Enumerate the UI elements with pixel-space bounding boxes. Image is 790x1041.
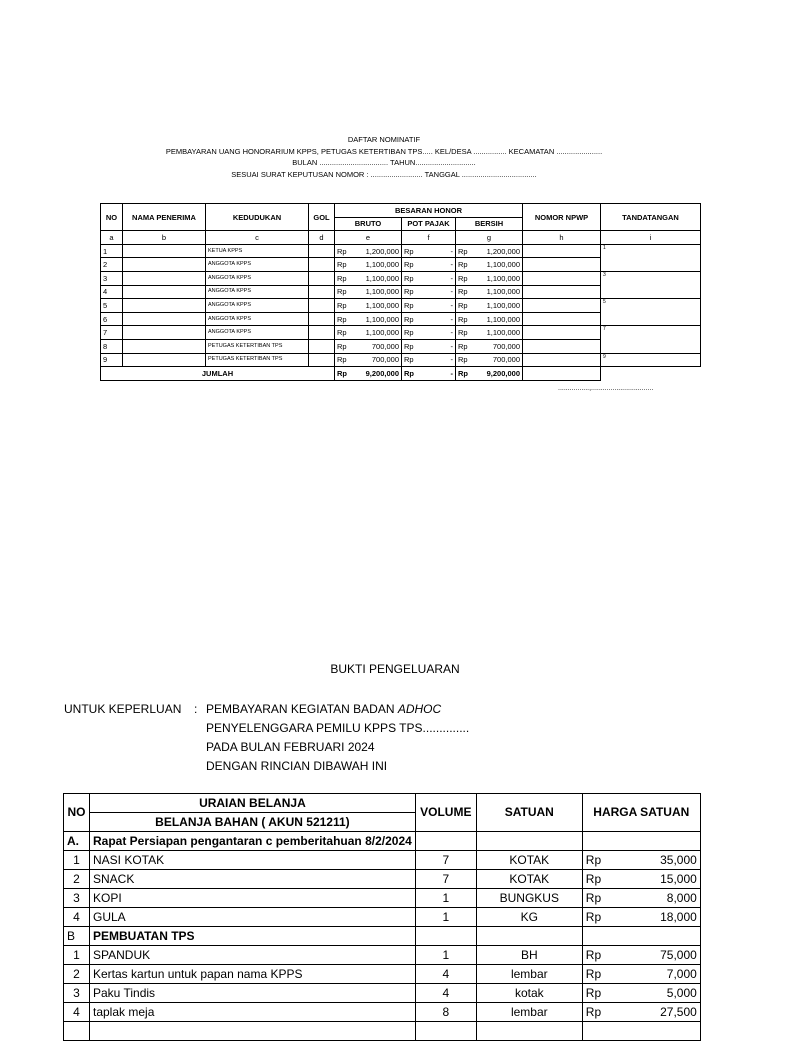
- row-bersih: [456, 271, 523, 285]
- amount-value: 1,100,000: [486, 273, 520, 283]
- item-harga: [582, 946, 700, 965]
- currency-label: Rp: [404, 287, 414, 297]
- currency-label: Rp: [404, 314, 414, 324]
- row-signature: 7: [601, 326, 701, 353]
- honor-row: [101, 271, 701, 285]
- amount-value: 1,100,000: [486, 328, 520, 338]
- row-bruto: [335, 326, 402, 340]
- jumlah-label: JUMLAH: [101, 367, 335, 381]
- item-volume: 8: [415, 1003, 476, 1022]
- row-gol: [309, 339, 335, 353]
- row-npwp: [523, 326, 601, 340]
- nominatif-table: [100, 203, 701, 381]
- row-bruto: [335, 312, 402, 326]
- item-uraian: SPANDUK: [90, 946, 416, 965]
- item-uraian: Kertas kartun untuk papan nama KPPS: [90, 965, 416, 984]
- currency-label: Rp: [585, 966, 602, 981]
- item-harga: [582, 908, 700, 927]
- amount-value: 1,200,000: [486, 246, 520, 256]
- col-akun: BELANJA BAHAN ( AKUN 521211): [90, 813, 416, 832]
- item-satuan: BUNGKUS: [476, 889, 582, 908]
- row-nama: [123, 244, 206, 258]
- currency-label: Rp: [585, 890, 602, 905]
- keperluan-line: PENYELENGGARA PEMILU KPPS TPS..............: [206, 721, 470, 735]
- row-no: 5: [101, 299, 123, 313]
- currency-label: Rp: [585, 985, 602, 1000]
- item-no: 3: [64, 984, 90, 1003]
- keperluan-label: UNTUK KEPERLUAN: [64, 702, 182, 716]
- col-pot: POT PAJAK: [402, 217, 456, 231]
- keperluan-line: PEMBAYARAN KEGIATAN BADAN ADHOC: [206, 702, 442, 716]
- currency-label: Rp: [337, 314, 347, 324]
- amount-value: 1,100,000: [365, 273, 399, 283]
- row-bruto: [335, 258, 402, 272]
- jumlah-row: [101, 367, 701, 381]
- row-kedudukan: ANGGOTA KPPS: [206, 271, 309, 285]
- row-pot: [402, 339, 456, 353]
- row-npwp: [523, 258, 601, 272]
- col-besaran: BESARAN HONOR: [335, 204, 523, 218]
- amount-value: 1,100,000: [365, 300, 399, 310]
- item-satuan: KG: [476, 908, 582, 927]
- col-no: NO: [101, 204, 123, 231]
- empty-cell: [476, 1022, 582, 1041]
- currency-label: Rp: [458, 300, 468, 310]
- item-no: 3: [64, 889, 90, 908]
- item-satuan: lembar: [476, 965, 582, 984]
- currency-label: Rp: [458, 260, 468, 270]
- item-volume: 4: [415, 965, 476, 984]
- row-pot: [402, 312, 456, 326]
- amount-value: 5,000: [666, 985, 697, 1000]
- section-harga: [582, 832, 700, 851]
- item-no: 1: [64, 946, 90, 965]
- nominatif-sk: SESUAI SURAT KEPUTUSAN NOMOR : ......................... TANGGAL ....................................: [231, 169, 537, 179]
- rincian-table: [63, 793, 701, 1041]
- amount-value: 8,000: [666, 890, 697, 905]
- row-nama: [123, 285, 206, 299]
- row-gol: [309, 271, 335, 285]
- currency-label: Rp: [458, 355, 468, 365]
- col-uraian: URAIAN BELANJA: [90, 794, 416, 813]
- letter-row: [101, 231, 701, 245]
- honor-row: [101, 326, 701, 340]
- item-row: [64, 870, 701, 889]
- amount-value: 35,000: [660, 852, 697, 867]
- currency-label: Rp: [337, 260, 347, 270]
- section-volume: [415, 832, 476, 851]
- amount-value: 1,200,000: [365, 246, 399, 256]
- amount-value: 1,100,000: [365, 314, 399, 324]
- row-no: 4: [101, 285, 123, 299]
- item-volume: 7: [415, 870, 476, 889]
- item-volume: 4: [415, 984, 476, 1003]
- amount-value: 700,000: [371, 355, 399, 365]
- currency-label: Rp: [585, 947, 602, 962]
- row-no: 8: [101, 339, 123, 353]
- currency-label: Rp: [337, 368, 347, 378]
- item-uraian: Paku Tindis: [90, 984, 416, 1003]
- row-nama: [123, 353, 206, 367]
- row-bersih: [456, 312, 523, 326]
- amount-value: -: [450, 287, 453, 297]
- row-bruto: [335, 353, 402, 367]
- amount-value: 1,100,000: [365, 328, 399, 338]
- row-npwp: [523, 285, 601, 299]
- currency-label: Rp: [404, 368, 414, 378]
- keperluan-line: PADA BULAN FEBRUARI 2024: [206, 740, 375, 754]
- currency-label: Rp: [337, 355, 347, 365]
- row-npwp: [523, 312, 601, 326]
- col-volume: VOLUME: [415, 794, 476, 832]
- row-gol: [309, 244, 335, 258]
- amount-value: -: [450, 355, 453, 365]
- row-bersih: [456, 299, 523, 313]
- row-pot: [402, 285, 456, 299]
- section-satuan: [476, 832, 582, 851]
- row-gol: [309, 258, 335, 272]
- item-row: [64, 851, 701, 870]
- row-no: 9: [101, 353, 123, 367]
- amount-value: -: [450, 260, 453, 270]
- item-row: [64, 908, 701, 927]
- currency-label: Rp: [337, 300, 347, 310]
- item-harga: [582, 870, 700, 889]
- amount-value: -: [450, 314, 453, 324]
- keperluan-colon: :: [194, 702, 198, 716]
- currency-label: Rp: [404, 260, 414, 270]
- section-code: B: [64, 927, 90, 946]
- section-code: A.: [64, 832, 90, 851]
- amount-value: 7,000: [666, 966, 697, 981]
- item-no: 2: [64, 965, 90, 984]
- amount-value: 1,100,000: [486, 260, 520, 270]
- amount-value: 1,100,000: [365, 260, 399, 270]
- item-no: 2: [64, 870, 90, 889]
- row-kedudukan: ANGGOTA KPPS: [206, 285, 309, 299]
- row-npwp: [523, 339, 601, 353]
- item-harga: [582, 1003, 700, 1022]
- item-satuan: KOTAK: [476, 851, 582, 870]
- row-gol: [309, 312, 335, 326]
- currency-label: Rp: [404, 328, 414, 338]
- row-signature: 5: [601, 299, 701, 326]
- letter-cell: e: [335, 231, 402, 245]
- row-bersih: [456, 285, 523, 299]
- row-gol: [309, 285, 335, 299]
- row-kedudukan: ANGGOTA KPPS: [206, 299, 309, 313]
- row-npwp: [523, 271, 601, 285]
- item-harga: [582, 889, 700, 908]
- row-bersih: [456, 353, 523, 367]
- item-harga: [582, 984, 700, 1003]
- row-bersih: [456, 326, 523, 340]
- amount-value: 700,000: [371, 341, 399, 351]
- currency-label: Rp: [337, 246, 347, 256]
- amount-value: 9,200,000: [365, 368, 399, 378]
- item-satuan: BH: [476, 946, 582, 965]
- letter-cell: g: [456, 231, 523, 245]
- row-gol: [309, 326, 335, 340]
- honor-row: [101, 299, 701, 313]
- currency-label: Rp: [404, 341, 414, 351]
- row-no: 6: [101, 312, 123, 326]
- currency-label: Rp: [458, 273, 468, 283]
- letter-cell: f: [402, 231, 456, 245]
- currency-label: Rp: [585, 909, 602, 924]
- nominatif-title: DAFTAR NOMINATIF: [347, 135, 421, 144]
- item-satuan: KOTAK: [476, 870, 582, 889]
- row-kedudukan: ANGGOTA KPPS: [206, 326, 309, 340]
- item-row: [64, 946, 701, 965]
- rincian-table-wrap: [63, 793, 701, 1041]
- amount-value: 27,500: [660, 1004, 697, 1019]
- row-pot: [402, 244, 456, 258]
- row-npwp: [523, 299, 601, 313]
- section-volume: [415, 927, 476, 946]
- jumlah-npwp: [523, 367, 601, 381]
- currency-label: Rp: [404, 355, 414, 365]
- nominatif-table-wrap: [100, 203, 679, 381]
- row-nama: [123, 339, 206, 353]
- row-signature: 9: [601, 353, 701, 367]
- col-harga: HARGA SATUAN: [582, 794, 700, 832]
- jumlah-bersih: [456, 367, 523, 381]
- row-bruto: [335, 285, 402, 299]
- jumlah-pot: [402, 367, 456, 381]
- item-volume: 1: [415, 946, 476, 965]
- row-pot: [402, 326, 456, 340]
- letter-cell: h: [523, 231, 601, 245]
- currency-label: Rp: [404, 246, 414, 256]
- row-signature: 3: [601, 271, 701, 298]
- amount-value: 700,000: [492, 355, 520, 365]
- col-satuan: SATUAN: [476, 794, 582, 832]
- col-npwp: NOMOR NPWP: [523, 204, 601, 231]
- row-no: 2: [101, 258, 123, 272]
- currency-label: Rp: [337, 328, 347, 338]
- currency-label: Rp: [458, 341, 468, 351]
- col-no: NO: [64, 794, 90, 832]
- empty-cell: [64, 1022, 90, 1041]
- row-kedudukan: PETUGAS KETERTIBAN TPS: [206, 339, 309, 353]
- amount-value: -: [450, 300, 453, 310]
- amount-value: 18,000: [660, 909, 697, 924]
- row-no: 1: [101, 244, 123, 258]
- row-bruto: [335, 339, 402, 353]
- col-bersih: BERSIH: [456, 217, 523, 231]
- row-signature: 1: [601, 244, 701, 271]
- currency-label: Rp: [458, 287, 468, 297]
- row-nama: [123, 299, 206, 313]
- currency-label: Rp: [585, 871, 602, 886]
- section-title: PEMBUATAN TPS: [90, 927, 416, 946]
- currency-label: Rp: [337, 341, 347, 351]
- row-nama: [123, 312, 206, 326]
- letter-cell: i: [601, 231, 701, 245]
- item-no: 4: [64, 908, 90, 927]
- honor-row: [101, 353, 701, 367]
- item-volume: 1: [415, 889, 476, 908]
- row-kedudukan: PETUGAS KETERTIBAN TPS: [206, 353, 309, 367]
- section-title: Rapat Persiapan pengantaran c pemberitahuan 8/2/2024: [90, 832, 416, 851]
- amount-value: -: [450, 341, 453, 351]
- honor-row: [101, 244, 701, 258]
- keperluan-line: DENGAN RINCIAN DIBAWAH INI: [206, 759, 388, 773]
- row-gol: [309, 353, 335, 367]
- item-harga: [582, 851, 700, 870]
- row-npwp: [523, 353, 601, 367]
- currency-label: Rp: [404, 300, 414, 310]
- amount-value: -: [450, 246, 453, 256]
- nominatif-period: BULAN ................................. TAHUN.............................: [292, 158, 476, 167]
- item-row: [64, 984, 701, 1003]
- item-uraian: KOPI: [90, 889, 416, 908]
- row-pot: [402, 258, 456, 272]
- row-pot: [402, 271, 456, 285]
- row-bruto: [335, 271, 402, 285]
- amount-value: 75,000: [660, 947, 697, 962]
- item-uraian: taplak meja: [90, 1003, 416, 1022]
- row-nama: [123, 326, 206, 340]
- section-harga: [582, 927, 700, 946]
- item-harga: [582, 965, 700, 984]
- amount-value: -: [450, 273, 453, 283]
- item-satuan: kotak: [476, 984, 582, 1003]
- section-row: [64, 927, 701, 946]
- row-no: 7: [101, 326, 123, 340]
- col-kedudukan: KEDUDUKAN: [206, 204, 309, 231]
- item-no: 4: [64, 1003, 90, 1022]
- col-nama: NAMA PENERIMA: [123, 204, 206, 231]
- row-bersih: [456, 244, 523, 258]
- row-pot: [402, 353, 456, 367]
- item-row: [64, 1022, 701, 1041]
- section-satuan: [476, 927, 582, 946]
- row-no: 3: [101, 271, 123, 285]
- item-row: [64, 1003, 701, 1022]
- letter-cell: d: [309, 231, 335, 245]
- amount-value: 15,000: [660, 871, 697, 886]
- item-uraian: NASI KOTAK: [90, 851, 416, 870]
- letter-cell: c: [206, 231, 309, 245]
- item-row: [64, 965, 701, 984]
- item-uraian: GULA: [90, 908, 416, 927]
- currency-label: Rp: [404, 273, 414, 283]
- amount-value: 1,100,000: [486, 314, 520, 324]
- empty-cell: [582, 1022, 700, 1041]
- letter-cell: a: [101, 231, 123, 245]
- item-volume: 1: [415, 908, 476, 927]
- row-nama: [123, 258, 206, 272]
- item-no: 1: [64, 851, 90, 870]
- empty-cell: [90, 1022, 416, 1041]
- row-gol: [309, 299, 335, 313]
- nominatif-header: [0, 134, 768, 180]
- amount-value: -: [450, 328, 453, 338]
- col-bruto: BRUTO: [335, 217, 402, 231]
- jumlah-empty: [601, 367, 701, 381]
- place-date-dots: ................,................................: [558, 385, 654, 392]
- letter-cell: b: [123, 231, 206, 245]
- section-row: [64, 832, 701, 851]
- empty-cell: [415, 1022, 476, 1041]
- col-gol: GOL: [309, 204, 335, 231]
- item-satuan: lembar: [476, 1003, 582, 1022]
- bukti-title: BUKTI PENGELUARAN: [330, 662, 460, 676]
- item-row: [64, 889, 701, 908]
- currency-label: Rp: [458, 368, 468, 378]
- currency-label: Rp: [458, 314, 468, 324]
- row-bersih: [456, 258, 523, 272]
- row-npwp: [523, 244, 601, 258]
- row-nama: [123, 271, 206, 285]
- currency-label: Rp: [585, 852, 602, 867]
- amount-value: -: [450, 368, 453, 378]
- currency-label: Rp: [585, 1004, 602, 1019]
- currency-label: Rp: [458, 246, 468, 256]
- row-kedudukan: KETUA KPPS: [206, 244, 309, 258]
- currency-label: Rp: [337, 273, 347, 283]
- amount-value: 1,100,000: [365, 287, 399, 297]
- amount-value: 1,100,000: [486, 300, 520, 310]
- currency-label: Rp: [458, 328, 468, 338]
- col-ttd: TANDATANGAN: [601, 204, 701, 231]
- jumlah-bruto: [335, 367, 402, 381]
- row-kedudukan: ANGGOTA KPPS: [206, 312, 309, 326]
- row-bruto: [335, 299, 402, 313]
- row-bruto: [335, 244, 402, 258]
- amount-value: 9,200,000: [486, 368, 520, 378]
- row-pot: [402, 299, 456, 313]
- item-uraian: SNACK: [90, 870, 416, 889]
- row-kedudukan: ANGGOTA KPPS: [206, 258, 309, 272]
- amount-value: 1,100,000: [486, 287, 520, 297]
- nominatif-subtitle: PEMBAYARAN UANG HONORARIUM KPPS, PETUGAS KETERTIBAN TPS..... KEL/DESA ................ KECAMATAN ......................: [165, 146, 603, 156]
- currency-label: Rp: [337, 287, 347, 297]
- row-bersih: [456, 339, 523, 353]
- amount-value: 700,000: [492, 341, 520, 351]
- item-volume: 7: [415, 851, 476, 870]
